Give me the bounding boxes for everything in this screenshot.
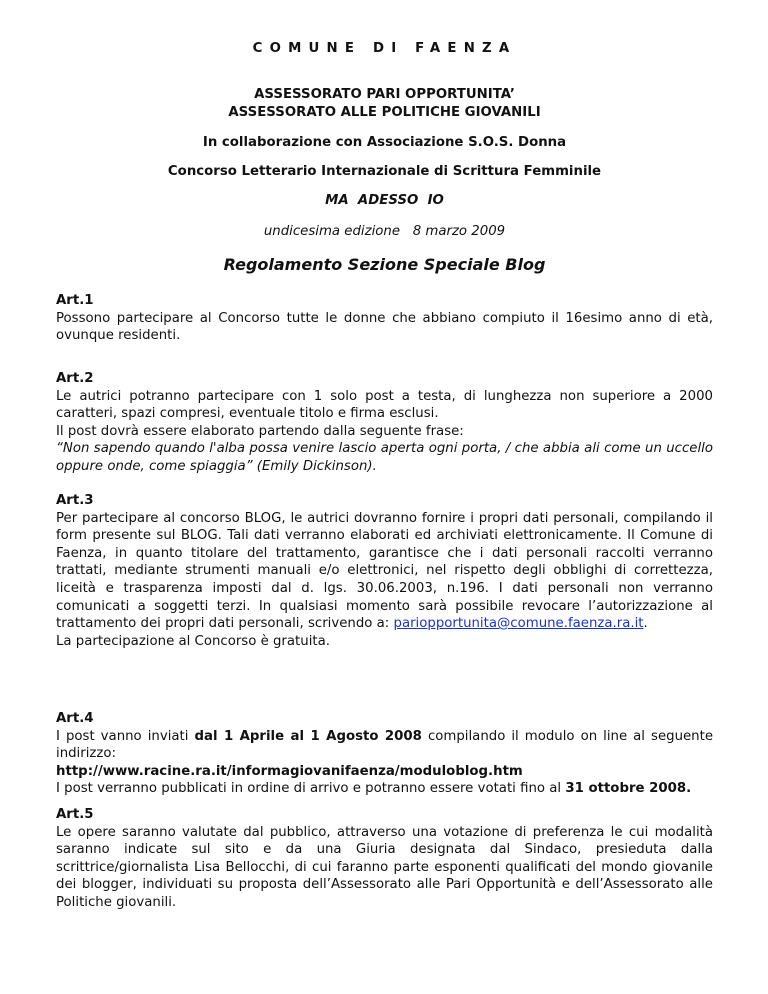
article-5 — [56, 806, 713, 912]
email-link[interactable]: pariopportunita@comune.faenza.ra.it — [393, 616, 644, 632]
regulation-title: Regolamento Sezione Speciale Blog — [223, 255, 546, 274]
submission-dates: dal 1 Aprile al 1 Agosto 2008 — [194, 728, 422, 744]
article-2 — [56, 370, 713, 476]
article-3-heading: Art.3 — [56, 493, 94, 508]
article-4-voting: I post verranno pubblicati in ordine di arrivo e potranno essere votati fino al 31 ottobre 2008. — [56, 781, 692, 797]
article-3 — [56, 492, 713, 650]
assessorato-pari-opportunita: ASSESSORATO PARI OPPORTUNITA’ — [254, 87, 515, 102]
article-5-heading: Art.5 — [56, 807, 94, 822]
article-4-text: I post vanno inviati dal 1 Aprile al 1 Agosto 2008 compilando il modulo on line al seguente indirizzo: — [56, 728, 713, 762]
article-4-heading: Art.4 — [56, 711, 94, 726]
edition-line — [56, 223, 713, 241]
article-3-free-entry: La partecipazione al Concorso è gratuita. — [56, 633, 330, 649]
article-4 — [56, 710, 713, 798]
article-3-text: Per partecipare al concorso BLOG, le autrici dovranno fornire i propri dati personali, compilando il form presente sul BLOG. Tali dati verranno elaborati ed archiviati elettronicamente. Il Comune di Faenza, in quanto titolare del trattamento, garantisce che i dati personali raccolti verranno trattati, mediante strumenti manuali e/o elettronici, nel rispetto degli obblighi di correttezza, liceità e trasparenza imposti dal d. lgs. 30.06.2003, n.196. I dati personali non verranno comunicati a soggetti terzi. In qualsiasi momento sarà possibile revocare l’autorizzazione al trattamento dei propri dati personali, scrivendo a: pariopportunita@comune.faenza.ra.it. — [56, 510, 713, 632]
contest-name: Concorso Letterario Internazionale di Scrittura Femminile — [167, 164, 602, 179]
article-2-quote: “Non sapendo quando l'alba possa venire lascio aperta ogni porta, / che abbia ali come un uccello oppure onde, come spiaggia” (Emily Dickinson). — [56, 441, 713, 474]
article-1-heading: Art.1 — [56, 293, 94, 308]
article-2-heading: Art.2 — [56, 371, 94, 386]
article-1 — [56, 292, 713, 345]
edition-date: 8 marzo 2009 — [412, 224, 506, 239]
assessorato-politiche-giovanili: ASSESSORATO ALLE POLITICHE GIOVANILI — [228, 105, 541, 120]
article-2-text: Le autrici potranno partecipare con 1 solo post a testa, di lunghezza non superiore a 2000 caratteri, spazi compresi, eventuale titolo e firma esclusi. — [56, 388, 713, 422]
submission-url[interactable]: http://www.racine.ra.it/informagiovanifaenza/moduloblog.htm — [56, 763, 523, 779]
article-2-instruction: Il post dovrà essere elaborato partendo dalla seguente frase: — [56, 423, 464, 439]
contest-title: MA ADESSO IO — [325, 193, 444, 208]
article-5-text: Le opere saranno valutate dal pubblico, attraverso una votazione di preferenza le cui modalità saranno indicate sul sito e da una Giuria designata dal Sindaco, presieduta dalla scrittrice/giornalista Lisa Bellocchi, di cui faranno parte esponenti qualificati del mondo giovanile dei blogger, individuati su proposta dell’Assessorato alle Pari Opportunità e dell’Assessorato alle Politiche giovanili. — [56, 824, 713, 910]
article-3-privacy-text: Per partecipare al concorso BLOG, le autrici dovranno fornire i propri dati personali, compilando il form presente sul BLOG. Tali dati verranno elaborati ed archiviati elettronicamente. Il Comune di Faenza, in quanto titolare del trattamento, garantisce che i dati personali raccolti verranno trattati, mediante strumenti manuali e/o elettronici, nel rispetto degli obblighi di correttezza, liceità e trasparenza imposti dal d. lgs. 30.06.2003, n.196. I dati personali non verranno comunicati a soggetti terzi. In qualsiasi momento sarà possibile revocare l’autorizzazione al trattamento dei propri dati personali, scrivendo a: — [56, 510, 713, 632]
edition-label: undicesima edizione — [263, 224, 401, 239]
comune-title: COMUNE DI FAENZA — [252, 41, 517, 56]
collaboration-line: In collaborazione con Associazione S.O.S. Donna — [202, 135, 567, 150]
article-1-text: Possono partecipare al Concorso tutte le donne che abbiano compiuto il 16esimo anno di età, ovunque residenti. — [56, 310, 713, 344]
voting-deadline: 31 ottobre 2008. — [565, 781, 692, 797]
